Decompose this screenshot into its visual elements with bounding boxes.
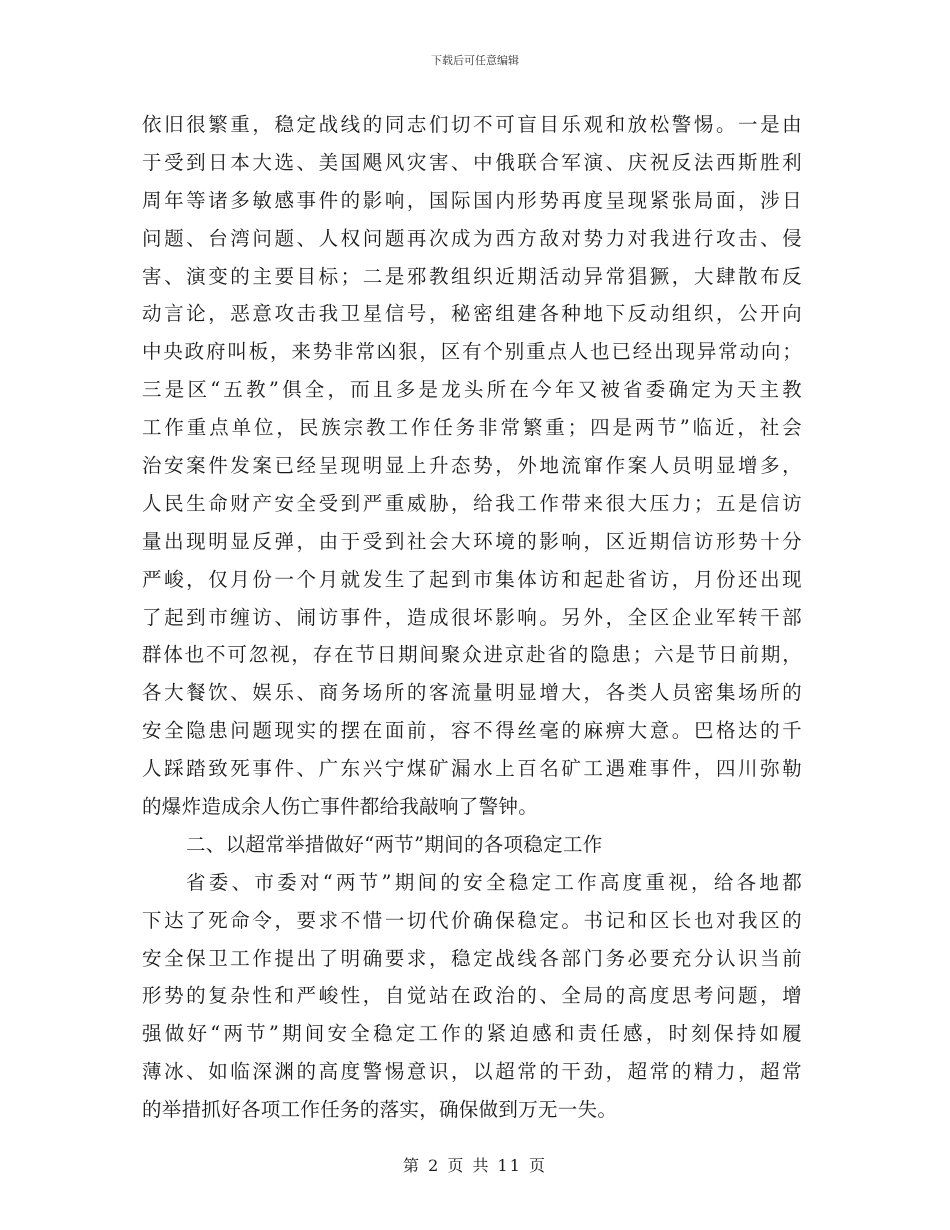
- document-body: [142, 106, 802, 1129]
- text-line: 中央政府叫板，来势非常凶狠，区有个别重点人也已经出现异常动向；: [142, 340, 802, 364]
- text-line: 强做好“两节”期间安全稳定工作的紧迫感和责任感，时刻保持如履: [142, 1022, 802, 1046]
- text-line: 人踩踏致死事件、广东兴宁煤矿漏水上百名矿工遇难事件，四川弥勒: [142, 757, 802, 781]
- text-line: 省委、市委对“两节”期间的安全稳定工作高度重视，给各地都: [186, 870, 802, 894]
- text-line: 各大餐饮、娱乐、商务场所的客流量明显增大，各类人员密集场所的: [142, 681, 802, 705]
- text-line: 问题、台湾问题、人权问题再次成为西方敌对势力对我进行攻击、侵: [142, 226, 802, 250]
- text-line: 薄冰、如临深渊的高度警惕意识，以超常的干劲，超常的精力，超常: [142, 1060, 802, 1084]
- text-line: 动言论，恶意攻击我卫星信号，秘密组建各种地下反动组织，公开向: [142, 302, 802, 326]
- section-heading: 二、以超常举措做好“两节”期间的各项稳定工作: [186, 832, 603, 856]
- text-line: 人民生命财产安全受到严重威胁，给我工作带来很大压力；五是信访: [142, 491, 802, 515]
- text-line: 安全保卫工作提出了明确要求，稳定战线各部门务必要充分认识当前: [142, 946, 802, 970]
- text-line: 三是区“五教”俱全，而且多是龙头所在今年又被省委确定为天主教: [142, 378, 802, 402]
- text-line: 严峻，仅月份一个月就发生了起到市集体访和起赴省访，月份还出现: [142, 567, 802, 591]
- text-line: 工作重点单位，民族宗教工作任务非常繁重；四是两节”临近，社会: [142, 416, 802, 440]
- text-line: 于受到日本大选、美国飓风灾害、中俄联合军演、庆祝反法西斯胜利: [142, 150, 802, 174]
- text-line: 周年等诸多敏感事件的影响，国际国内形势再度呈现紧张局面，涉日: [142, 188, 802, 212]
- text-line: 下达了死命令，要求不惜一切代价确保稳定。书记和区长也对我区的: [142, 908, 802, 932]
- text-line: 形势的复杂性和严峻性，自觉站在政治的、全局的高度思考问题，增: [142, 984, 802, 1008]
- text-line: 依旧很繁重，稳定战线的同志们切不可盲目乐观和放松警惕。一是由: [142, 113, 802, 136]
- page-number: 第 2 页 共 11 页: [403, 1156, 547, 1175]
- text-line: 安全隐患问题现实的摆在面前，容不得丝毫的麻痹大意。巴格达的千: [142, 719, 802, 743]
- text-line: 了起到市缠访、闹访事件，造成很坏影响。另外，全区企业军转干部: [142, 605, 802, 629]
- text-line: 量出现明显反弹，由于受到社会大环境的影响，区近期信访形势十分: [142, 529, 802, 553]
- text-line: 群体也不可忽视，存在节日期间聚众进京赴省的隐患；六是节日前期，: [142, 643, 802, 667]
- text-line: 害、演变的主要目标；二是邪教组织近期活动异常猖獗，大肆散布反: [142, 264, 802, 288]
- text-line: 的举措抓好各项工作任务的落实，确保做到万无一失。: [142, 1098, 618, 1122]
- text-line: 的爆炸造成余人伤亡事件都给我敲响了警钟。: [142, 795, 539, 819]
- text-line: 治安案件发案已经呈现明显上升态势，外地流窜作案人员明显增多，: [142, 454, 802, 478]
- page-header-note: 下载后可任意编辑: [431, 54, 519, 67]
